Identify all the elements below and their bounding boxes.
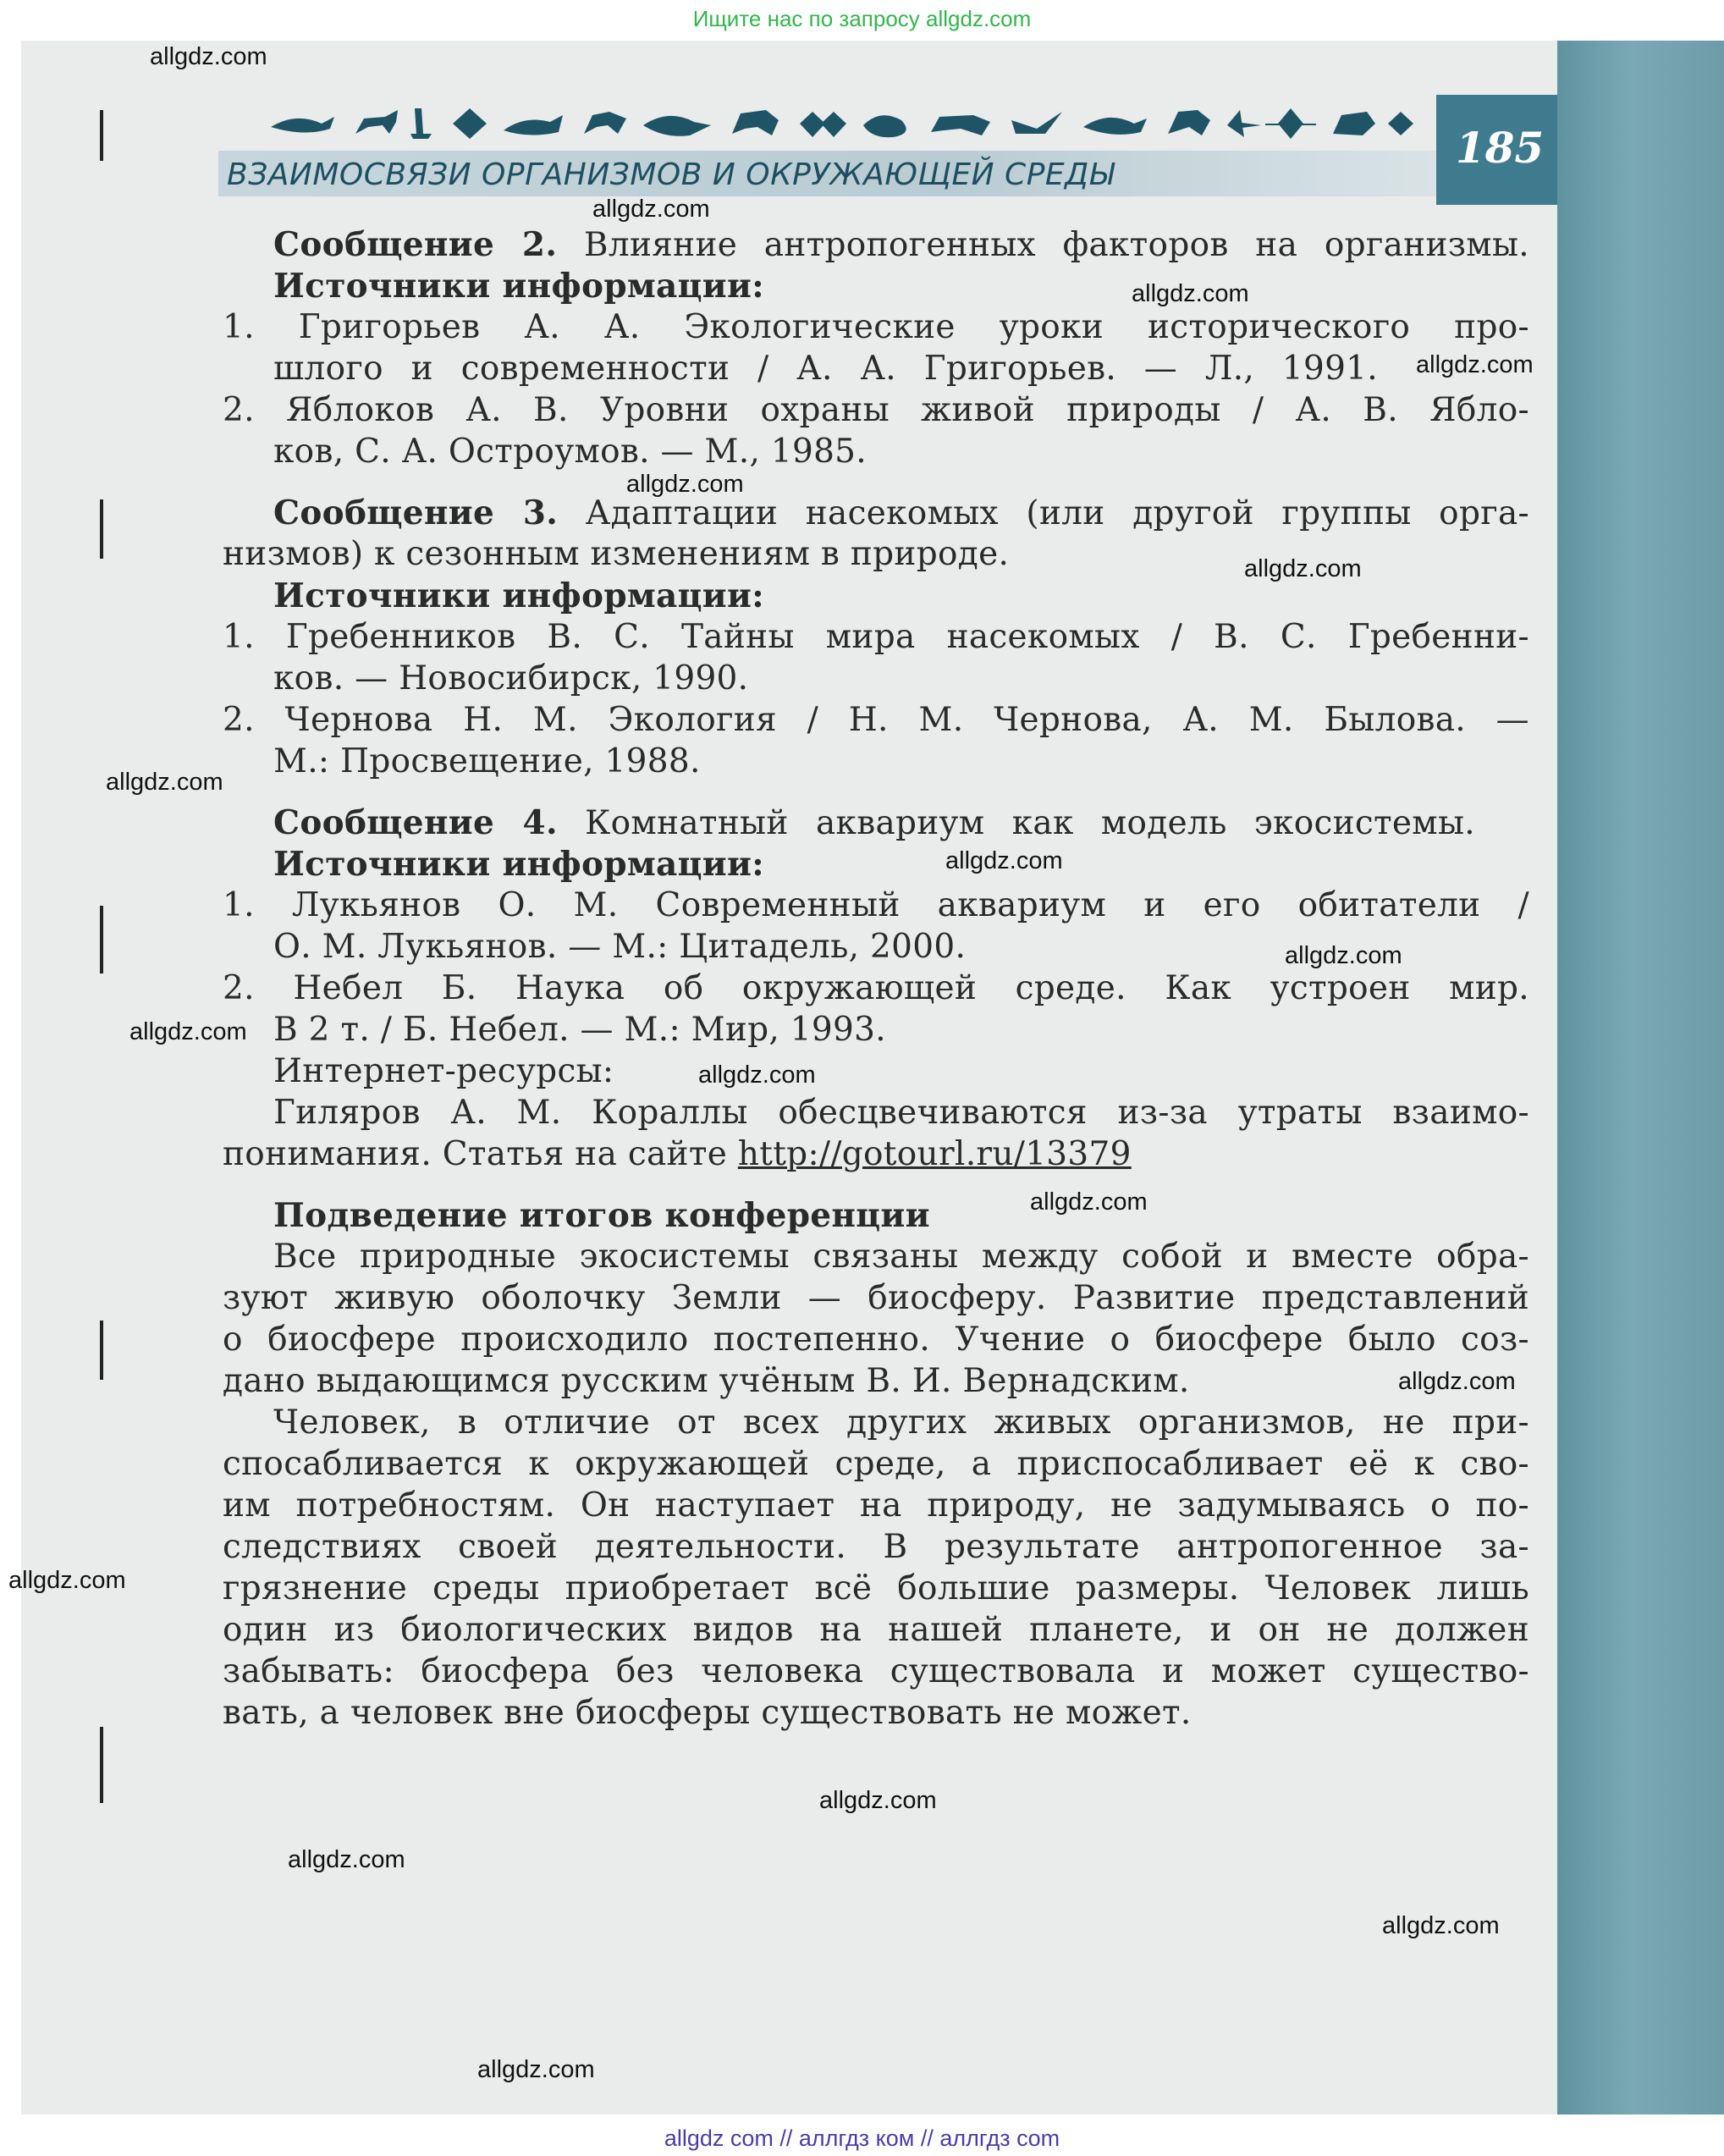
watermark: allgdz.com [1416,351,1534,378]
watermark: allgdz.com [8,1567,126,1594]
animal-silhouettes-icon [271,100,1422,147]
running-header: ВЗАИМОСВЯЗИ ОРГАНИЗМОВ И ОКРУЖАЮЩЕЙ СРЕДЫ [227,157,1115,192]
paragraph-line: один из биологических видов на нашей планете, и он не должен [223,1611,1529,1649]
internet-resources-heading: Интернет-ресурсы: [273,1052,614,1090]
binding-mark [100,906,103,973]
message-3-heading-cont: низмов) к сезонным изменениям в природе. [223,535,1010,573]
binding-mark [100,1727,103,1803]
paragraph-line: зуют живую оболочку Земли — биосферу. Развитие представлений [223,1279,1529,1317]
message-4-heading: Сообщение 4. Комнатный аквариум как модель экосистемы. [273,803,1475,842]
source-item: 2. Небел Б. Наука об окружающей среде. Как устроен мир. [223,969,1529,1007]
source-item: 2. Чернова Н. М. Экология / Н. М. Чернова, А. М. Былова. — [223,701,1529,739]
source-item: 1. Лукьянов О. М. Современный аквариум и его обитатели / [223,886,1529,924]
watermark: allgdz.com [698,1061,816,1089]
internet-resource-cont: понимания. Статья на сайте http://gotourl.ru/13379 [223,1135,1132,1173]
paragraph-line: спосабливается к окружающей среде, а приспосабливает её к сво- [223,1445,1529,1483]
watermark: allgdz.com [1244,555,1362,582]
source-item-cont: ков. — Новосибирск, 1990. [273,659,749,698]
watermark: allgdz.com [626,471,744,498]
watermark: allgdz.com [819,1787,937,1814]
binding-mark [100,499,103,559]
watermark: allgdz.com [592,196,710,223]
sources-heading: Источники информации: [273,267,764,306]
internet-resource: Гиляров А. М. Кораллы обесцвечиваются из-за утраты взаимо- [273,1094,1529,1132]
watermark: allgdz.com [1132,280,1249,307]
watermark: allgdz.com [129,1018,247,1045]
watermark: allgdz.com [1382,1912,1500,1939]
paragraph-line: следствиях своей деятельности. В результате антропогенное за- [223,1528,1529,1566]
watermark: allgdz.com [1398,1368,1516,1395]
source-item-cont: В 2 т. / Б. Небел. — М.: Мир, 1993. [273,1011,886,1049]
watermark: allgdz.com [945,847,1063,874]
resource-link[interactable]: http://gotourl.ru/13379 [737,1135,1132,1173]
top-banner[interactable]: Ищите нас по запросу allgdz.com [692,6,1032,31]
paragraph-line: забывать: биосфера без человека существовала и может существо- [223,1652,1529,1690]
source-item-cont: О. М. Лукьянов. — М.: Цитадель, 2000. [273,928,967,966]
source-item: 1. Гребенников В. С. Тайны мира насекомых / В. С. Гребенни- [223,618,1530,656]
binding-mark [100,110,103,161]
source-item-cont: шлого и современности / А. А. Григорьев. — Л., 1991. [273,350,1378,388]
watermark: allgdz.com [477,2056,595,2083]
source-item-cont: М.: Просвещение, 1988. [273,742,701,780]
binding-mark [100,1321,103,1380]
message-3-heading: Сообщение 3. Адаптации насекомых (или другой группы орга- [273,494,1529,532]
page-number: 185 [1455,123,1545,173]
watermark: allgdz.com [1285,942,1402,969]
watermark: allgdz.com [1030,1188,1148,1216]
bottom-banner[interactable]: allgdz com // аллгдз ком // аллгдз com [664,2126,1060,2151]
paragraph-line: Все природные экосистемы связаны между собой и вместе обра- [273,1238,1529,1276]
paragraph-line: дано выдающимся русским учёным В. И. Вернадским. [223,1362,1190,1400]
paragraph-line: им потребностям. Он наступает на природу, не задумываясь о по- [223,1486,1529,1525]
message-2-heading: Сообщение 2. Влияние антропогенных факторов на организмы. [273,225,1529,264]
paragraph-line: о биосфере происходило постепенно. Учение о биосфере было соз- [223,1321,1529,1359]
watermark: allgdz.com [106,769,223,796]
conclusion-heading: Подведение итогов конференции [273,1196,930,1235]
paragraph-line: грязнение среды приобретает всё большие размеры. Человек лишь [223,1569,1529,1607]
paragraph-line: вать, а человек вне биосферы существовать не может. [223,1694,1192,1732]
paragraph-line: Человек, в отличие от всех других живых организмов, не при- [273,1403,1529,1442]
watermark: allgdz.com [288,1846,405,1873]
sources-heading: Источники информации: [273,845,764,884]
sources-heading: Источники информации: [273,576,764,615]
watermark: allgdz.com [150,43,267,70]
source-item: 1. Григорьев А. А. Экологические уроки исторического про- [223,308,1529,346]
page-edge-strip [1557,41,1724,2115]
source-item-cont: ков, С. А. Остроумов. — М., 1985. [273,433,867,471]
source-item: 2. Яблоков А. В. Уровни охраны живой природы / А. В. Ябло- [223,391,1529,429]
